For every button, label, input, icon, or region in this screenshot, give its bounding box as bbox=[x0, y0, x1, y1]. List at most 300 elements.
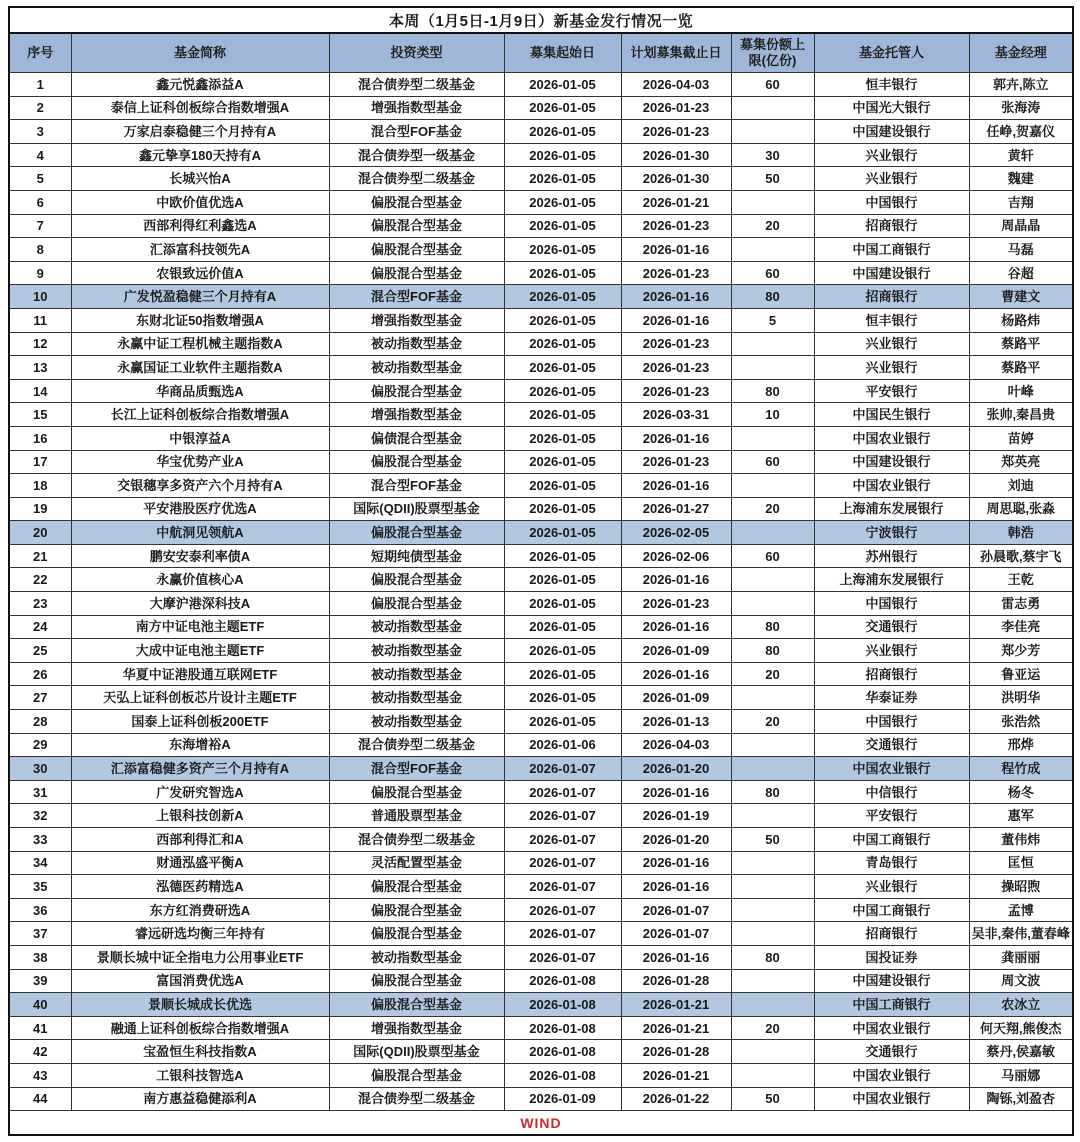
cell-share-limit: 80 bbox=[731, 639, 814, 663]
cell-fund-type: 增强指数型基金 bbox=[329, 308, 504, 332]
cell-fund-type: 偏股混合型基金 bbox=[329, 993, 504, 1017]
cell-index: 36 bbox=[9, 898, 71, 922]
cell-end-date: 2026-01-23 bbox=[621, 592, 731, 616]
cell-fund-name: 东方红消费研选A bbox=[71, 898, 329, 922]
cell-fund-name: 南方惠益稳健添利A bbox=[71, 1087, 329, 1111]
cell-manager: 蔡丹,侯嘉敏 bbox=[969, 1040, 1073, 1064]
cell-manager: 叶峰 bbox=[969, 379, 1073, 403]
cell-manager: 鲁亚运 bbox=[969, 662, 1073, 686]
table-row bbox=[9, 379, 1073, 403]
cell-share-limit bbox=[731, 474, 814, 498]
cell-end-date: 2026-01-30 bbox=[621, 167, 731, 191]
cell-custodian: 招商银行 bbox=[814, 922, 969, 946]
cell-share-limit: 20 bbox=[731, 497, 814, 521]
cell-share-limit: 60 bbox=[731, 450, 814, 474]
cell-index: 42 bbox=[9, 1040, 71, 1064]
cell-manager: 孟博 bbox=[969, 898, 1073, 922]
cell-end-date: 2026-02-05 bbox=[621, 521, 731, 545]
cell-share-limit: 80 bbox=[731, 945, 814, 969]
source-label: WIND bbox=[9, 1111, 1073, 1136]
cell-end-date: 2026-01-16 bbox=[621, 945, 731, 969]
cell-end-date: 2026-01-23 bbox=[621, 120, 731, 144]
table-row bbox=[9, 403, 1073, 427]
cell-index: 31 bbox=[9, 780, 71, 804]
cell-end-date: 2026-01-16 bbox=[621, 662, 731, 686]
cell-custodian: 兴业银行 bbox=[814, 875, 969, 899]
cell-end-date: 2026-01-23 bbox=[621, 96, 731, 120]
cell-fund-type: 偏股混合型基金 bbox=[329, 379, 504, 403]
cell-start-date: 2026-01-08 bbox=[504, 993, 621, 1017]
cell-share-limit bbox=[731, 733, 814, 757]
cell-fund-name: 长城兴怡A bbox=[71, 167, 329, 191]
cell-fund-type: 灵活配置型基金 bbox=[329, 851, 504, 875]
cell-fund-type: 偏股混合型基金 bbox=[329, 238, 504, 262]
cell-fund-type: 偏股混合型基金 bbox=[329, 214, 504, 238]
cell-index: 27 bbox=[9, 686, 71, 710]
cell-start-date: 2026-01-05 bbox=[504, 356, 621, 380]
cell-index: 26 bbox=[9, 662, 71, 686]
cell-manager: 董伟炜 bbox=[969, 828, 1073, 852]
cell-manager: 王乾 bbox=[969, 568, 1073, 592]
cell-index: 21 bbox=[9, 544, 71, 568]
cell-end-date: 2026-01-27 bbox=[621, 497, 731, 521]
cell-fund-type: 短期纯债型基金 bbox=[329, 544, 504, 568]
table-row bbox=[9, 426, 1073, 450]
cell-index: 24 bbox=[9, 615, 71, 639]
cell-end-date: 2026-03-31 bbox=[621, 403, 731, 427]
cell-share-limit bbox=[731, 969, 814, 993]
cell-start-date: 2026-01-07 bbox=[504, 780, 621, 804]
cell-fund-name: 泓德医药精选A bbox=[71, 875, 329, 899]
cell-fund-type: 偏股混合型基金 bbox=[329, 261, 504, 285]
cell-manager: 马磊 bbox=[969, 238, 1073, 262]
cell-share-limit bbox=[731, 1040, 814, 1064]
cell-end-date: 2026-01-23 bbox=[621, 261, 731, 285]
cell-manager: 吴非,秦伟,董春峰 bbox=[969, 922, 1073, 946]
cell-custodian: 中国银行 bbox=[814, 592, 969, 616]
column-header-custodian: 基金托管人 bbox=[814, 33, 969, 73]
table-row bbox=[9, 757, 1073, 781]
cell-fund-name: 鹏安安泰利率债A bbox=[71, 544, 329, 568]
cell-start-date: 2026-01-07 bbox=[504, 851, 621, 875]
cell-end-date: 2026-01-16 bbox=[621, 426, 731, 450]
cell-custodian: 华泰证券 bbox=[814, 686, 969, 710]
cell-custodian: 交通银行 bbox=[814, 1040, 969, 1064]
table-row bbox=[9, 898, 1073, 922]
cell-start-date: 2026-01-05 bbox=[504, 521, 621, 545]
cell-start-date: 2026-01-05 bbox=[504, 261, 621, 285]
table-row bbox=[9, 1087, 1073, 1111]
cell-custodian: 国投证券 bbox=[814, 945, 969, 969]
table-row bbox=[9, 332, 1073, 356]
cell-index: 4 bbox=[9, 143, 71, 167]
cell-fund-name: 景顺长城成长优选 bbox=[71, 993, 329, 1017]
cell-index: 32 bbox=[9, 804, 71, 828]
table-row bbox=[9, 615, 1073, 639]
cell-index: 25 bbox=[9, 639, 71, 663]
cell-share-limit: 60 bbox=[731, 73, 814, 97]
cell-custodian: 中国工商银行 bbox=[814, 898, 969, 922]
table-row bbox=[9, 945, 1073, 969]
cell-custodian: 兴业银行 bbox=[814, 356, 969, 380]
cell-start-date: 2026-01-05 bbox=[504, 426, 621, 450]
cell-fund-name: 汇添富科技领先A bbox=[71, 238, 329, 262]
cell-manager: 郑英亮 bbox=[969, 450, 1073, 474]
cell-custodian: 招商银行 bbox=[814, 214, 969, 238]
cell-index: 1 bbox=[9, 73, 71, 97]
table-row bbox=[9, 1040, 1073, 1064]
cell-fund-name: 永赢价值核心A bbox=[71, 568, 329, 592]
cell-fund-type: 增强指数型基金 bbox=[329, 96, 504, 120]
cell-index: 39 bbox=[9, 969, 71, 993]
cell-fund-type: 混合债券型二级基金 bbox=[329, 1087, 504, 1111]
cell-share-limit: 60 bbox=[731, 544, 814, 568]
cell-share-limit bbox=[731, 190, 814, 214]
table-row bbox=[9, 1063, 1073, 1087]
column-header-manager: 基金经理 bbox=[969, 33, 1073, 73]
cell-end-date: 2026-01-20 bbox=[621, 757, 731, 781]
cell-end-date: 2026-01-23 bbox=[621, 332, 731, 356]
cell-start-date: 2026-01-07 bbox=[504, 945, 621, 969]
cell-fund-type: 被动指数型基金 bbox=[329, 639, 504, 663]
cell-start-date: 2026-01-05 bbox=[504, 167, 621, 191]
cell-fund-name: 宝盈恒生科技指数A bbox=[71, 1040, 329, 1064]
table-row bbox=[9, 922, 1073, 946]
cell-start-date: 2026-01-05 bbox=[504, 497, 621, 521]
table-row bbox=[9, 828, 1073, 852]
cell-index: 15 bbox=[9, 403, 71, 427]
cell-index: 14 bbox=[9, 379, 71, 403]
table-row bbox=[9, 639, 1073, 663]
cell-custodian: 兴业银行 bbox=[814, 167, 969, 191]
cell-share-limit: 5 bbox=[731, 308, 814, 332]
cell-share-limit bbox=[731, 332, 814, 356]
cell-fund-name: 永赢国证工业软件主题指数A bbox=[71, 356, 329, 380]
cell-share-limit: 20 bbox=[731, 662, 814, 686]
cell-share-limit bbox=[731, 356, 814, 380]
cell-fund-name: 汇添富稳健多资产三个月持有A bbox=[71, 757, 329, 781]
table-row bbox=[9, 521, 1073, 545]
cell-manager: 操昭煦 bbox=[969, 875, 1073, 899]
cell-fund-type: 被动指数型基金 bbox=[329, 615, 504, 639]
cell-end-date: 2026-01-19 bbox=[621, 804, 731, 828]
cell-start-date: 2026-01-05 bbox=[504, 379, 621, 403]
table-row bbox=[9, 120, 1073, 144]
table-row bbox=[9, 356, 1073, 380]
cell-custodian: 兴业银行 bbox=[814, 143, 969, 167]
cell-fund-name: 东海增裕A bbox=[71, 733, 329, 757]
cell-custodian: 兴业银行 bbox=[814, 332, 969, 356]
cell-index: 7 bbox=[9, 214, 71, 238]
cell-manager: 杨路炜 bbox=[969, 308, 1073, 332]
cell-fund-type: 混合债券型二级基金 bbox=[329, 73, 504, 97]
cell-end-date: 2026-01-28 bbox=[621, 969, 731, 993]
cell-fund-name: 交银穗享多资产六个月持有A bbox=[71, 474, 329, 498]
cell-index: 33 bbox=[9, 828, 71, 852]
cell-end-date: 2026-01-23 bbox=[621, 356, 731, 380]
cell-custodian: 平安银行 bbox=[814, 804, 969, 828]
cell-custodian: 兴业银行 bbox=[814, 639, 969, 663]
cell-share-limit bbox=[731, 592, 814, 616]
cell-end-date: 2026-01-16 bbox=[621, 875, 731, 899]
table-row bbox=[9, 450, 1073, 474]
table-row bbox=[9, 261, 1073, 285]
cell-custodian: 青岛银行 bbox=[814, 851, 969, 875]
cell-share-limit bbox=[731, 851, 814, 875]
cell-start-date: 2026-01-08 bbox=[504, 1063, 621, 1087]
cell-custodian: 中国农业银行 bbox=[814, 1087, 969, 1111]
cell-share-limit: 50 bbox=[731, 828, 814, 852]
cell-custodian: 中国银行 bbox=[814, 710, 969, 734]
cell-fund-name: 中欧价值优选A bbox=[71, 190, 329, 214]
cell-manager: 郭卉,陈立 bbox=[969, 73, 1073, 97]
cell-fund-type: 偏股混合型基金 bbox=[329, 1063, 504, 1087]
cell-share-limit bbox=[731, 993, 814, 1017]
table-row bbox=[9, 568, 1073, 592]
cell-fund-type: 混合债券型二级基金 bbox=[329, 733, 504, 757]
cell-end-date: 2026-01-07 bbox=[621, 898, 731, 922]
table-row bbox=[9, 969, 1073, 993]
table-body bbox=[9, 73, 1073, 1111]
cell-share-limit: 80 bbox=[731, 780, 814, 804]
cell-fund-type: 偏股混合型基金 bbox=[329, 922, 504, 946]
column-header-row bbox=[9, 33, 1073, 73]
cell-end-date: 2026-01-16 bbox=[621, 474, 731, 498]
cell-end-date: 2026-01-13 bbox=[621, 710, 731, 734]
cell-end-date: 2026-01-09 bbox=[621, 639, 731, 663]
table-row bbox=[9, 592, 1073, 616]
cell-start-date: 2026-01-07 bbox=[504, 804, 621, 828]
cell-manager: 龚丽丽 bbox=[969, 945, 1073, 969]
cell-index: 13 bbox=[9, 356, 71, 380]
cell-start-date: 2026-01-08 bbox=[504, 969, 621, 993]
cell-share-limit bbox=[731, 686, 814, 710]
cell-fund-name: 华夏中证港股通互联网ETF bbox=[71, 662, 329, 686]
cell-index: 18 bbox=[9, 474, 71, 498]
cell-share-limit bbox=[731, 96, 814, 120]
cell-share-limit bbox=[731, 898, 814, 922]
cell-end-date: 2026-01-16 bbox=[621, 568, 731, 592]
cell-custodian: 中国银行 bbox=[814, 190, 969, 214]
cell-end-date: 2026-01-28 bbox=[621, 1040, 731, 1064]
cell-start-date: 2026-01-05 bbox=[504, 639, 621, 663]
cell-manager: 韩浩 bbox=[969, 521, 1073, 545]
cell-start-date: 2026-01-05 bbox=[504, 285, 621, 309]
cell-custodian: 中国工商银行 bbox=[814, 238, 969, 262]
cell-start-date: 2026-01-09 bbox=[504, 1087, 621, 1111]
cell-fund-name: 大成中证电池主题ETF bbox=[71, 639, 329, 663]
cell-fund-type: 普通股票型基金 bbox=[329, 804, 504, 828]
cell-index: 22 bbox=[9, 568, 71, 592]
cell-end-date: 2026-01-20 bbox=[621, 828, 731, 852]
cell-fund-name: 中航洞见领航A bbox=[71, 521, 329, 545]
cell-index: 41 bbox=[9, 1016, 71, 1040]
cell-end-date: 2026-01-21 bbox=[621, 993, 731, 1017]
cell-custodian: 苏州银行 bbox=[814, 544, 969, 568]
cell-share-limit bbox=[731, 568, 814, 592]
cell-index: 6 bbox=[9, 190, 71, 214]
cell-start-date: 2026-01-05 bbox=[504, 120, 621, 144]
title-row bbox=[9, 7, 1073, 33]
cell-end-date: 2026-01-07 bbox=[621, 922, 731, 946]
cell-custodian: 宁波银行 bbox=[814, 521, 969, 545]
column-header-fund-name: 基金简称 bbox=[71, 33, 329, 73]
cell-share-limit: 20 bbox=[731, 1016, 814, 1040]
cell-fund-name: 鑫元挚享180天持有A bbox=[71, 143, 329, 167]
cell-custodian: 交通银行 bbox=[814, 615, 969, 639]
cell-manager: 刘迪 bbox=[969, 474, 1073, 498]
cell-fund-name: 鑫元悦鑫添益A bbox=[71, 73, 329, 97]
cell-custodian: 中国民生银行 bbox=[814, 403, 969, 427]
cell-manager: 程竹成 bbox=[969, 757, 1073, 781]
cell-custodian: 招商银行 bbox=[814, 662, 969, 686]
cell-end-date: 2026-01-16 bbox=[621, 780, 731, 804]
cell-manager: 惠军 bbox=[969, 804, 1073, 828]
cell-share-limit bbox=[731, 804, 814, 828]
cell-custodian: 中国工商银行 bbox=[814, 993, 969, 1017]
table-row bbox=[9, 662, 1073, 686]
cell-index: 17 bbox=[9, 450, 71, 474]
cell-share-limit: 50 bbox=[731, 1087, 814, 1111]
cell-custodian: 中国建设银行 bbox=[814, 261, 969, 285]
cell-fund-name: 西部利得汇和A bbox=[71, 828, 329, 852]
cell-fund-name: 天弘上证科创板芯片设计主题ETF bbox=[71, 686, 329, 710]
table-row bbox=[9, 544, 1073, 568]
cell-end-date: 2026-01-21 bbox=[621, 190, 731, 214]
cell-manager: 蔡路平 bbox=[969, 356, 1073, 380]
cell-custodian: 恒丰银行 bbox=[814, 73, 969, 97]
cell-fund-type: 混合型FOF基金 bbox=[329, 120, 504, 144]
cell-end-date: 2026-01-16 bbox=[621, 851, 731, 875]
cell-manager: 郑少芳 bbox=[969, 639, 1073, 663]
cell-manager: 雷志勇 bbox=[969, 592, 1073, 616]
cell-end-date: 2026-01-21 bbox=[621, 1016, 731, 1040]
cell-custodian: 中国农业银行 bbox=[814, 426, 969, 450]
table-row bbox=[9, 851, 1073, 875]
cell-fund-name: 上银科技创新A bbox=[71, 804, 329, 828]
cell-start-date: 2026-01-05 bbox=[504, 474, 621, 498]
table-row bbox=[9, 780, 1073, 804]
footer-row bbox=[9, 1111, 1073, 1136]
cell-share-limit bbox=[731, 521, 814, 545]
cell-fund-type: 混合债券型二级基金 bbox=[329, 167, 504, 191]
cell-index: 37 bbox=[9, 922, 71, 946]
cell-manager: 任峥,贺嘉仪 bbox=[969, 120, 1073, 144]
cell-share-limit: 60 bbox=[731, 261, 814, 285]
cell-start-date: 2026-01-05 bbox=[504, 403, 621, 427]
column-header-index: 序号 bbox=[9, 33, 71, 73]
cell-manager: 邢烨 bbox=[969, 733, 1073, 757]
cell-manager: 黄轩 bbox=[969, 143, 1073, 167]
cell-custodian: 招商银行 bbox=[814, 285, 969, 309]
cell-custodian: 中国建设银行 bbox=[814, 969, 969, 993]
table-row bbox=[9, 1016, 1073, 1040]
table-row bbox=[9, 308, 1073, 332]
cell-end-date: 2026-01-16 bbox=[621, 285, 731, 309]
cell-fund-type: 增强指数型基金 bbox=[329, 403, 504, 427]
cell-share-limit: 30 bbox=[731, 143, 814, 167]
cell-start-date: 2026-01-05 bbox=[504, 544, 621, 568]
cell-end-date: 2026-01-23 bbox=[621, 450, 731, 474]
cell-index: 12 bbox=[9, 332, 71, 356]
cell-manager: 马丽娜 bbox=[969, 1063, 1073, 1087]
cell-fund-type: 混合债券型一级基金 bbox=[329, 143, 504, 167]
fund-issuance-table bbox=[8, 6, 1074, 1136]
cell-index: 35 bbox=[9, 875, 71, 899]
cell-fund-type: 国际(QDII)股票型基金 bbox=[329, 497, 504, 521]
cell-fund-name: 农银致远价值A bbox=[71, 261, 329, 285]
cell-index: 9 bbox=[9, 261, 71, 285]
fund-issuance-sheet bbox=[8, 6, 1072, 1136]
cell-fund-type: 偏股混合型基金 bbox=[329, 521, 504, 545]
cell-start-date: 2026-01-07 bbox=[504, 922, 621, 946]
cell-index: 44 bbox=[9, 1087, 71, 1111]
cell-index: 28 bbox=[9, 710, 71, 734]
cell-index: 40 bbox=[9, 993, 71, 1017]
cell-fund-type: 被动指数型基金 bbox=[329, 662, 504, 686]
cell-share-limit: 10 bbox=[731, 403, 814, 427]
cell-start-date: 2026-01-05 bbox=[504, 568, 621, 592]
cell-end-date: 2026-04-03 bbox=[621, 73, 731, 97]
cell-manager: 蔡路平 bbox=[969, 332, 1073, 356]
cell-fund-name: 融通上证科创板综合指数增强A bbox=[71, 1016, 329, 1040]
cell-start-date: 2026-01-08 bbox=[504, 1040, 621, 1064]
cell-fund-type: 偏股混合型基金 bbox=[329, 190, 504, 214]
table-row bbox=[9, 73, 1073, 97]
cell-custodian: 中国农业银行 bbox=[814, 1063, 969, 1087]
cell-manager: 谷超 bbox=[969, 261, 1073, 285]
cell-custodian: 中国农业银行 bbox=[814, 1016, 969, 1040]
cell-start-date: 2026-01-07 bbox=[504, 828, 621, 852]
cell-fund-name: 泰信上证科创板综合指数增强A bbox=[71, 96, 329, 120]
cell-end-date: 2026-01-30 bbox=[621, 143, 731, 167]
column-header-start-date: 募集起始日 bbox=[504, 33, 621, 73]
cell-fund-name: 南方中证电池主题ETF bbox=[71, 615, 329, 639]
cell-custodian: 中国光大银行 bbox=[814, 96, 969, 120]
column-header-share-limit: 募集份额上限(亿份) bbox=[731, 33, 814, 73]
cell-custodian: 上海浦东发展银行 bbox=[814, 568, 969, 592]
cell-start-date: 2026-01-05 bbox=[504, 615, 621, 639]
cell-share-limit bbox=[731, 238, 814, 262]
cell-fund-type: 偏股混合型基金 bbox=[329, 969, 504, 993]
cell-start-date: 2026-01-08 bbox=[504, 1016, 621, 1040]
cell-share-limit bbox=[731, 875, 814, 899]
cell-manager: 周晶晶 bbox=[969, 214, 1073, 238]
cell-fund-name: 工银科技智选A bbox=[71, 1063, 329, 1087]
cell-start-date: 2026-01-05 bbox=[504, 662, 621, 686]
cell-start-date: 2026-01-05 bbox=[504, 686, 621, 710]
cell-start-date: 2026-01-06 bbox=[504, 733, 621, 757]
cell-custodian: 中国农业银行 bbox=[814, 474, 969, 498]
cell-share-limit bbox=[731, 426, 814, 450]
column-header-fund-type: 投资类型 bbox=[329, 33, 504, 73]
cell-fund-type: 被动指数型基金 bbox=[329, 356, 504, 380]
cell-manager: 魏建 bbox=[969, 167, 1073, 191]
cell-end-date: 2026-01-23 bbox=[621, 214, 731, 238]
cell-fund-type: 被动指数型基金 bbox=[329, 945, 504, 969]
table-row bbox=[9, 710, 1073, 734]
cell-start-date: 2026-01-05 bbox=[504, 592, 621, 616]
cell-start-date: 2026-01-05 bbox=[504, 214, 621, 238]
cell-fund-name: 睿远研选均衡三年持有 bbox=[71, 922, 329, 946]
cell-start-date: 2026-01-05 bbox=[504, 143, 621, 167]
cell-custodian: 中国工商银行 bbox=[814, 828, 969, 852]
cell-fund-name: 富国消费优选A bbox=[71, 969, 329, 993]
cell-end-date: 2026-01-09 bbox=[621, 686, 731, 710]
cell-fund-type: 偏股混合型基金 bbox=[329, 592, 504, 616]
cell-index: 38 bbox=[9, 945, 71, 969]
cell-custodian: 交通银行 bbox=[814, 733, 969, 757]
